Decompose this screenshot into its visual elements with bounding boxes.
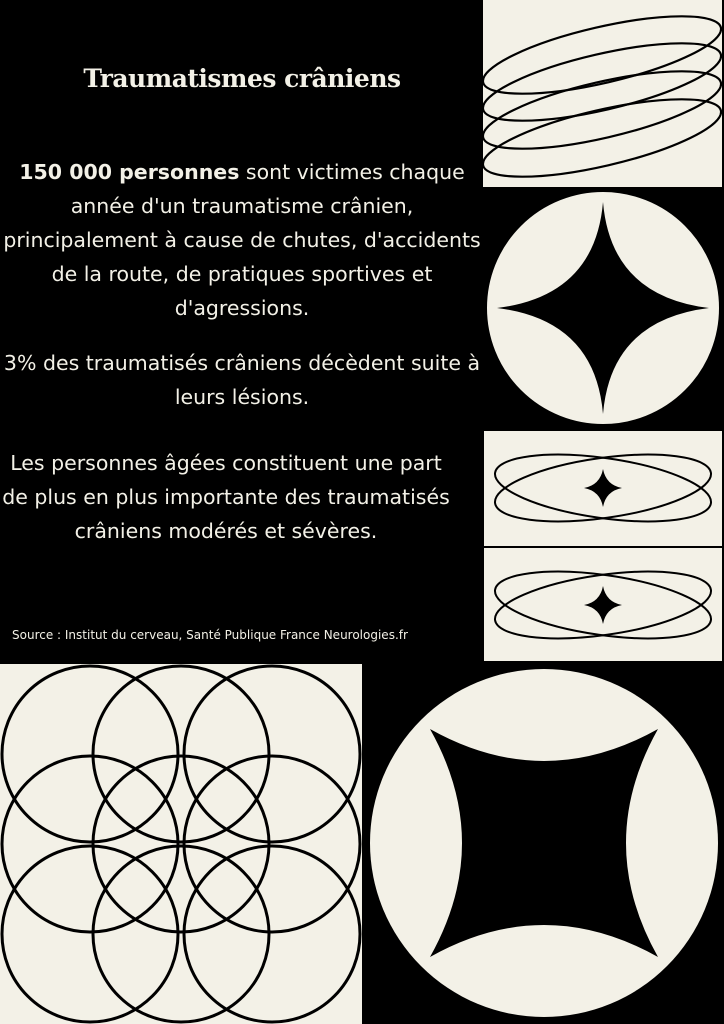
tilted-ellipses-graphic	[483, 0, 722, 187]
large-star-circle-graphic	[368, 665, 724, 1024]
poster-title: Traumatismes crâniens	[83, 64, 401, 93]
statistic-paragraph	[0, 155, 484, 325]
orbit-sparkle-graphic-bottom	[484, 548, 722, 661]
star-circle-graphic	[484, 190, 722, 426]
statistic-text: sont victimes chaque année d'un traumatisme crânien, principalement à cause de chutes, d'accidents de la route, de pratiques sportives et d'agressions.	[3, 160, 481, 320]
elderly-paragraph: Les personnes âgées constituent une part de plus en plus importante des traumatisés crâniens modérés et sévères.	[2, 451, 450, 543]
orbit-sparkle-graphic-top	[484, 431, 722, 546]
overlapping-circles-graphic	[0, 664, 362, 1024]
mortality-paragraph: 3% des traumatisés crâniens décèdent suite à leurs lésions.	[3, 351, 481, 409]
statistic-highlight: 150 000 personnes	[19, 160, 240, 184]
source-note: Source : Institut du cerveau, Santé Publique France Neurologies.fr	[12, 628, 408, 642]
